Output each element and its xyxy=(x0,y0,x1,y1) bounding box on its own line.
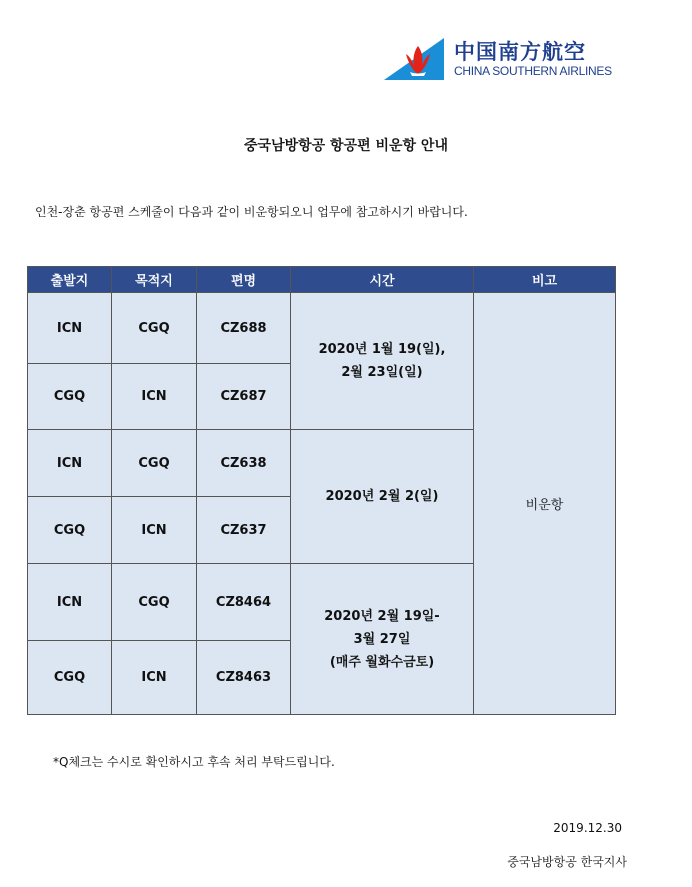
cell-destination: CGQ xyxy=(112,564,197,641)
header-destination: 목적지 xyxy=(112,267,197,293)
cell-flight: CZ687 xyxy=(197,364,291,430)
cell-time xyxy=(291,564,474,715)
time-line: 2월 23일(일) xyxy=(341,365,423,380)
cell-flight: CZ8463 xyxy=(197,641,291,715)
cell-flight: CZ638 xyxy=(197,430,291,497)
header-time: 시간 xyxy=(291,267,474,293)
cell-flight: CZ688 xyxy=(197,293,291,364)
cell-remark: 비운항 xyxy=(474,293,616,715)
header-flight: 편명 xyxy=(197,267,291,293)
cell-time xyxy=(291,293,474,430)
cell-departure: CGQ xyxy=(28,497,112,564)
cell-destination: ICN xyxy=(112,641,197,715)
schedule-table xyxy=(27,266,616,715)
time-line: 2020년 1월 19(일), xyxy=(318,342,446,357)
logo-name-en: CHINA SOUTHERN AIRLINES xyxy=(454,64,612,78)
issuer-branch: 중국남방항공 한국지사 xyxy=(507,855,627,869)
issue-date: 2019.12.30 xyxy=(553,821,622,835)
header-remark: 비고 xyxy=(474,267,616,293)
cell-departure: ICN xyxy=(28,430,112,497)
cell-destination: ICN xyxy=(112,364,197,430)
cell-departure: ICN xyxy=(28,293,112,364)
time-line: (매주 월화수금토) xyxy=(329,654,435,670)
airline-logo xyxy=(382,32,622,84)
time-line: 3월 27일 xyxy=(353,631,411,647)
cell-destination: CGQ xyxy=(112,430,197,497)
q-check-note: *Q체크는 수시로 확인하시고 후속 처리 부탁드립니다. xyxy=(53,755,335,769)
page-title: 중국남방항공 항공편 비운항 안내 xyxy=(244,138,448,154)
logo-name-cn: 中国南方航空 xyxy=(454,40,586,64)
kapok-flower-icon xyxy=(382,32,444,84)
cell-departure: CGQ xyxy=(28,641,112,715)
intro-text: 인천-장춘 항공편 스케줄이 다음과 같이 비운항되오니 업무에 참고하시기 바랍니다. xyxy=(35,205,468,219)
cell-departure: ICN xyxy=(28,564,112,641)
cell-destination: CGQ xyxy=(112,293,197,364)
table-row xyxy=(28,293,616,364)
time-line: 2020년 2월 19일- xyxy=(324,608,440,624)
time-line: 2020년 2월 2(일) xyxy=(325,489,439,504)
cell-flight: CZ637 xyxy=(197,497,291,564)
cell-time xyxy=(291,430,474,564)
cell-destination: ICN xyxy=(112,497,197,564)
header-departure: 출발지 xyxy=(28,267,112,293)
cell-flight: CZ8464 xyxy=(197,564,291,641)
table-header-row xyxy=(28,267,616,293)
cell-departure: CGQ xyxy=(28,364,112,430)
